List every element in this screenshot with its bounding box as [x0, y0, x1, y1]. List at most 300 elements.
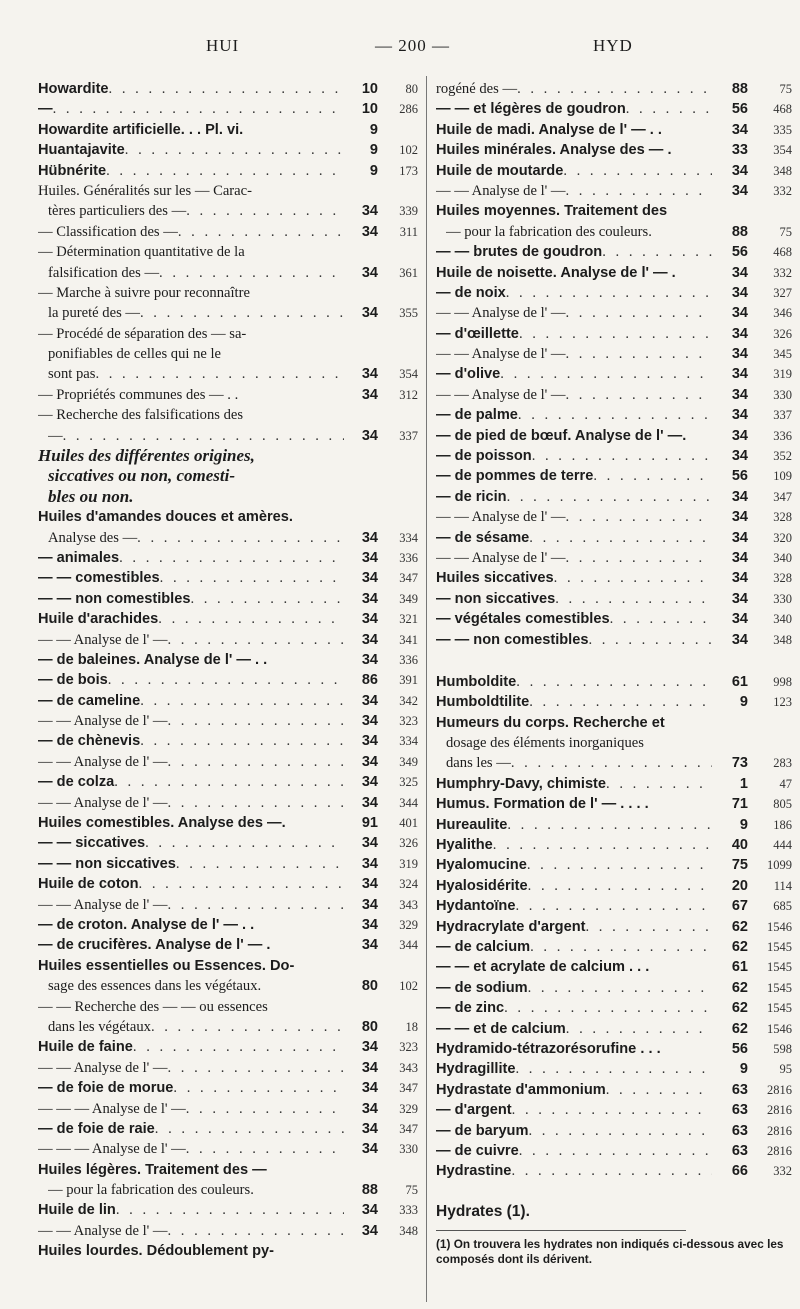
entry-text: Huiles lourdes. Dédoublement py- — [38, 1243, 274, 1260]
volume-number: 88 — [731, 223, 748, 240]
entry-text: Hydrastine — [436, 1163, 512, 1180]
volume-number: 34 — [731, 386, 748, 403]
entry-text: — — Analyse de l' — — [38, 896, 168, 913]
running-head-right: HYD — [593, 36, 633, 55]
index-entry — [38, 283, 418, 303]
entry-text: — — et légères de goudron — [436, 101, 626, 118]
entry-text: Hyalithe — [436, 837, 493, 854]
volume-number: 34 — [361, 1120, 378, 1137]
leader-dots — [588, 630, 712, 650]
index-entry — [38, 222, 418, 242]
page-reference: 320 — [773, 530, 792, 545]
volume-number: 56 — [731, 101, 748, 118]
entry-text: — de sodium — [436, 979, 528, 996]
leader-dots — [529, 692, 712, 712]
page-reference: 47 — [779, 776, 792, 791]
index-entry — [38, 405, 418, 425]
volume-number: 63 — [731, 1142, 748, 1159]
leader-dots — [155, 1119, 344, 1139]
entry-text: Huantajavite — [38, 142, 125, 159]
page-number: — 200 — — [375, 36, 450, 55]
page-reference: 1545 — [767, 980, 792, 995]
entry-text: — — Analyse de l' — — [436, 346, 566, 363]
entry-text: — Détermination quantitative de la — [38, 244, 245, 261]
page-reference: 343 — [399, 897, 418, 912]
index-entry — [436, 937, 792, 957]
index-column-right — [436, 79, 792, 1267]
volume-number: 34 — [731, 182, 748, 199]
page-reference: 805 — [773, 797, 792, 812]
index-entry — [436, 568, 792, 588]
index-entry — [38, 935, 418, 955]
volume-number: 34 — [731, 264, 748, 281]
page-reference: 343 — [399, 1060, 418, 1075]
page-reference: 324 — [399, 877, 418, 892]
volume-number: 61 — [731, 959, 748, 976]
entry-text: — — Analyse de l' — — [436, 549, 566, 566]
page-reference: 347 — [399, 1121, 418, 1136]
entry-text: — de noix — [436, 284, 506, 301]
leader-dots — [511, 1161, 712, 1181]
leader-dots — [554, 568, 712, 588]
volume-number: 88 — [361, 1182, 378, 1199]
page-reference: 355 — [399, 306, 418, 321]
index-entry — [38, 589, 418, 609]
entry-text: Humeurs du corps. Recherche et — [436, 714, 665, 731]
index-entry — [436, 917, 792, 937]
index-entry — [38, 303, 418, 323]
leader-dots — [563, 161, 712, 181]
index-entry — [38, 1058, 418, 1078]
volume-number: 34 — [361, 1141, 378, 1158]
entry-text: dans les — — [446, 755, 511, 772]
index-entry — [38, 1037, 418, 1057]
index-entry — [38, 732, 418, 752]
index-entry — [38, 324, 418, 344]
index-entry — [436, 1100, 792, 1120]
index-entry — [436, 426, 792, 446]
page-reference: 348 — [773, 163, 792, 178]
entry-text: — de zinc — [436, 1000, 505, 1017]
leader-dots — [626, 99, 712, 119]
index-entry — [38, 242, 418, 262]
entry-text: ponifiables de celles qui ne le — [48, 346, 222, 363]
leader-dots — [566, 1019, 712, 1039]
entry-text: Hydracrylate d'argent — [436, 918, 586, 935]
page-reference: 340 — [773, 550, 792, 565]
entry-text: Hyalosidérite — [436, 877, 528, 894]
page-reference: 685 — [773, 899, 792, 914]
entry-text: — — non comestibles — [436, 631, 589, 648]
entry-text: — de calcium — [436, 939, 531, 955]
volume-number: 9 — [369, 142, 378, 159]
volume-number: 34 — [731, 284, 748, 301]
index-entry — [38, 1160, 418, 1180]
entry-text: — de foie de raie — [38, 1120, 155, 1137]
volume-number: 34 — [361, 549, 378, 566]
index-entry — [38, 976, 418, 996]
index-entry — [38, 1078, 418, 1098]
leader-dots — [151, 1017, 344, 1037]
page-reference: 337 — [399, 428, 418, 443]
index-entry — [38, 385, 418, 405]
index-entry — [436, 487, 792, 507]
index-entry — [436, 507, 792, 527]
volume-number: 34 — [361, 713, 378, 730]
entry-text: — — — Analyse de l' — — [38, 1141, 186, 1158]
index-entry — [38, 201, 418, 221]
page-reference: 468 — [773, 102, 792, 117]
leader-dots — [140, 731, 344, 751]
index-entry — [436, 283, 792, 303]
volume-number: 73 — [731, 755, 748, 772]
leader-dots — [178, 222, 344, 242]
leader-dots — [528, 978, 712, 998]
index-entry — [436, 181, 792, 201]
page-reference: 95 — [779, 1062, 792, 1077]
volume-number: 62 — [731, 918, 748, 935]
index-entry — [38, 487, 418, 507]
volume-number: 34 — [361, 366, 378, 383]
volume-number: 56 — [731, 1040, 748, 1057]
index-entry — [38, 1241, 418, 1261]
entry-text: — d'olive — [436, 366, 501, 383]
leader-dots — [516, 672, 712, 692]
leader-dots — [186, 1099, 344, 1119]
volume-number: 86 — [361, 672, 378, 689]
index-entry — [38, 1200, 418, 1220]
volume-number: 20 — [731, 877, 748, 894]
volume-number: 67 — [731, 898, 748, 915]
index-entry — [38, 1017, 418, 1037]
entry-text: Howardite artificielle. . . Pl. vi. — [38, 121, 244, 138]
volume-number: 34 — [361, 1222, 378, 1239]
volume-number: 34 — [731, 305, 748, 322]
index-entry — [38, 609, 418, 629]
page-reference: 341 — [399, 632, 418, 647]
index-entry — [436, 1141, 792, 1161]
leader-dots — [114, 772, 344, 792]
index-entry — [436, 774, 792, 794]
volume-number: 91 — [361, 815, 378, 832]
volume-number: 63 — [731, 1102, 748, 1119]
page-reference: 347 — [773, 489, 792, 504]
leader-dots — [140, 303, 344, 323]
entry-text: — de croton. Analyse de l' — . . — [38, 917, 255, 933]
leader-dots — [159, 263, 344, 283]
index-entry — [38, 772, 418, 792]
page-reference: 75 — [779, 81, 792, 96]
entry-text: — d'argent — [436, 1102, 512, 1119]
leader-dots — [512, 1100, 712, 1120]
volume-number: 34 — [731, 529, 748, 546]
leader-dots — [168, 793, 345, 813]
index-entry — [436, 161, 792, 181]
page-reference: 2816 — [767, 1143, 792, 1158]
page-reference: 352 — [773, 449, 792, 464]
volume-number: 34 — [731, 121, 748, 138]
volume-number: 34 — [361, 631, 378, 648]
volume-number: 34 — [361, 570, 378, 587]
page-reference: 332 — [773, 183, 792, 198]
volume-number: 34 — [361, 794, 378, 811]
page-reference: 80 — [405, 81, 418, 96]
volume-number: 9 — [739, 1061, 748, 1078]
leader-dots — [139, 874, 344, 894]
leader-dots — [532, 446, 712, 466]
page-reference: 123 — [773, 695, 792, 710]
leader-dots — [168, 1058, 345, 1078]
leader-dots — [518, 405, 712, 425]
entry-text: — de crucifères. Analyse de l' — . — [38, 937, 271, 954]
entry-text: — de sésame — [436, 529, 530, 546]
page-reference: 311 — [399, 224, 418, 239]
leader-dots — [529, 528, 712, 548]
page-reference: 361 — [399, 265, 418, 280]
entry-text: Hydramido-tétrazorésorufine . . . — [436, 1040, 661, 1057]
leader-dots — [585, 917, 712, 937]
entry-text: Hyalomucine — [436, 857, 527, 874]
index-entry — [38, 344, 418, 364]
running-head-left: HUI — [206, 36, 240, 55]
page-reference: 323 — [399, 1040, 418, 1055]
leader-dots — [602, 242, 712, 262]
volume-number: 34 — [731, 407, 748, 424]
index-entry — [38, 915, 418, 935]
page-reference: 75 — [779, 224, 792, 239]
entry-text: Huile d'arachides — [38, 611, 159, 628]
index-entry — [436, 79, 792, 99]
entry-text: — Classification des — — [38, 223, 178, 240]
entry-text: Hydragillite — [436, 1061, 516, 1078]
index-entry — [436, 1080, 792, 1100]
entry-text: — d'œillette — [436, 325, 519, 342]
entry-text: Huiles des différentes origines, — [38, 446, 255, 466]
volume-number: 34 — [361, 427, 378, 444]
leader-dots — [528, 876, 712, 896]
footnote-rule — [436, 1230, 686, 1231]
page-reference: 335 — [773, 122, 792, 137]
leader-dots — [507, 815, 712, 835]
index-column-left — [38, 79, 418, 1262]
leader-dots — [176, 854, 344, 874]
index-entry — [436, 609, 792, 629]
volume-number: 9 — [739, 816, 748, 833]
leader-dots — [566, 181, 713, 201]
page-reference: 332 — [773, 1164, 792, 1179]
index-entry — [38, 548, 418, 568]
page-reference: 326 — [399, 836, 418, 851]
volume-number: 34 — [361, 896, 378, 913]
volume-number: 34 — [361, 529, 378, 546]
index-entry — [38, 1180, 418, 1200]
volume-number: 34 — [361, 733, 378, 750]
entry-text: — — Analyse de l' — — [38, 631, 168, 648]
page-reference: 354 — [773, 143, 792, 158]
page-reference: 114 — [773, 878, 792, 893]
entry-text: — de baryum — [436, 1122, 529, 1139]
volume-number: 34 — [361, 917, 378, 933]
leader-dots — [566, 344, 713, 364]
entry-text: Huiles minérales. Analyse des — . — [436, 142, 672, 159]
page-reference: 18 — [405, 1019, 418, 1034]
leader-dots — [566, 385, 713, 405]
volume-number: 34 — [361, 1080, 378, 1097]
entry-text: — de pied de bœuf. Analyse de l' —. — [436, 427, 687, 444]
page-reference: 334 — [399, 530, 418, 545]
entry-text: — — Analyse de l' — — [436, 305, 566, 322]
index-entry — [38, 466, 418, 486]
index-entry — [38, 426, 418, 446]
page-reference: 337 — [773, 408, 792, 423]
index-entry — [436, 630, 792, 650]
entry-text: — pour la fabrication des couleurs. — [446, 223, 652, 240]
index-entry — [436, 1161, 792, 1181]
leader-dots — [116, 1200, 344, 1220]
entry-text: siccatives ou non, comesti- — [48, 466, 235, 486]
entry-text: — Procédé de séparation des — sa- — [38, 325, 247, 342]
column-divider — [426, 76, 427, 1302]
leader-dots — [186, 1139, 344, 1159]
index-entry — [436, 1039, 792, 1059]
index-entry — [436, 876, 792, 896]
index-entry — [436, 385, 792, 405]
page-reference: 354 — [399, 367, 418, 382]
page-reference: 319 — [773, 367, 792, 382]
leader-dots — [507, 487, 712, 507]
leader-dots — [515, 896, 712, 916]
index-entry — [38, 1099, 418, 1119]
volume-number: 34 — [731, 570, 748, 587]
index-entry — [436, 303, 792, 323]
page-reference: 173 — [399, 163, 418, 178]
page-reference: 348 — [399, 1223, 418, 1238]
page-reference: 468 — [773, 245, 792, 260]
leader-dots — [519, 1141, 712, 1161]
leader-dots — [106, 161, 344, 181]
index-entry — [436, 978, 792, 998]
volume-number: 66 — [731, 1163, 748, 1180]
page-reference: 344 — [399, 938, 418, 953]
volume-number: 62 — [731, 939, 748, 955]
page-reference: 328 — [773, 571, 792, 586]
index-entry — [436, 201, 792, 221]
page-reference: 2816 — [767, 1082, 792, 1097]
leader-dots — [63, 426, 344, 446]
entry-text: Hübnérite — [38, 162, 107, 179]
volume-number: 34 — [731, 346, 748, 363]
entry-text: — Marche à suivre pour reconnaître — [38, 284, 250, 301]
index-entry — [38, 630, 418, 650]
page-reference: 346 — [773, 306, 792, 321]
entry-text: Huile de lin — [38, 1202, 116, 1219]
volume-number: 34 — [731, 427, 748, 444]
index-entry — [436, 998, 792, 1018]
volume-number: 9 — [739, 694, 748, 711]
leader-dots — [140, 691, 344, 711]
page-reference: 2816 — [767, 1123, 792, 1138]
index-entry — [38, 99, 418, 119]
index-entry — [436, 222, 792, 242]
leader-dots — [109, 79, 344, 99]
index-entry — [436, 120, 792, 140]
page-reference: 329 — [399, 1101, 418, 1116]
page-reference: 330 — [773, 387, 792, 402]
volume-number: 34 — [731, 549, 748, 566]
index-entry — [436, 263, 792, 283]
leader-dots — [137, 528, 344, 548]
leader-dots — [517, 79, 712, 99]
entry-text: Humboldtilite — [436, 694, 530, 711]
volume-number: 34 — [361, 305, 378, 322]
volume-number: 34 — [361, 1059, 378, 1076]
entry-text: Huiles légères. Traitement des — — [38, 1161, 267, 1178]
entry-text: — — Analyse de l' — — [436, 509, 566, 526]
volume-number: 34 — [731, 509, 748, 526]
index-entry — [38, 181, 418, 201]
page-reference: 330 — [399, 1142, 418, 1157]
entry-text: Humphry-Davy, chimiste — [436, 775, 607, 792]
entry-text: — — non comestibles — [38, 590, 191, 607]
entry-text: — de cameline — [38, 692, 141, 709]
volume-number: 34 — [361, 835, 378, 852]
entry-text: — — Analyse de l' — — [38, 1059, 168, 1076]
page-reference: 328 — [773, 510, 792, 525]
leader-dots — [95, 364, 344, 384]
index-entry — [436, 957, 792, 977]
leader-dots — [190, 589, 344, 609]
volume-number: 34 — [361, 203, 378, 220]
index-entry — [38, 691, 418, 711]
leader-dots — [555, 589, 712, 609]
leader-dots — [186, 201, 344, 221]
entry-text: Huiles. Généralités sur les — Carac- — [38, 182, 252, 199]
entry-text: Huiles siccatives — [436, 570, 554, 587]
volume-number: 88 — [731, 80, 748, 97]
volume-number: 34 — [361, 611, 378, 628]
entry-text: la pureté des — — [48, 305, 140, 322]
leader-dots — [133, 1037, 344, 1057]
index-entry — [38, 895, 418, 915]
volume-number: 62 — [731, 979, 748, 996]
volume-number: 34 — [731, 631, 748, 648]
page-reference: 342 — [399, 693, 418, 708]
entry-text: — — Analyse de l' — — [436, 182, 566, 199]
index-entry — [436, 733, 792, 753]
index-entry — [38, 1221, 418, 1241]
index-entry — [436, 99, 792, 119]
entry-text: — Recherche des falsifications des — [38, 407, 244, 424]
entry-text: falsification des — — [48, 264, 160, 281]
page-header — [0, 36, 800, 60]
entry-text: Huiles d'amandes douces et amères. — [38, 509, 293, 526]
page-reference: 312 — [399, 387, 418, 402]
index-entry — [38, 813, 418, 833]
entry-text: Humboldite — [436, 673, 517, 690]
volume-number: 1 — [739, 775, 748, 792]
index-entry — [38, 1119, 418, 1139]
leader-dots — [527, 855, 712, 875]
index-entry — [38, 1139, 418, 1159]
page-reference: 323 — [399, 714, 418, 729]
page-reference: 347 — [399, 571, 418, 586]
page-reference: 391 — [399, 673, 418, 688]
page-reference: 325 — [399, 775, 418, 790]
entry-text: — pour la fabrication des couleurs. — [48, 1182, 254, 1199]
volume-number: 33 — [731, 142, 748, 159]
leader-dots — [519, 324, 712, 344]
entry-text: — non siccatives — [436, 590, 556, 607]
